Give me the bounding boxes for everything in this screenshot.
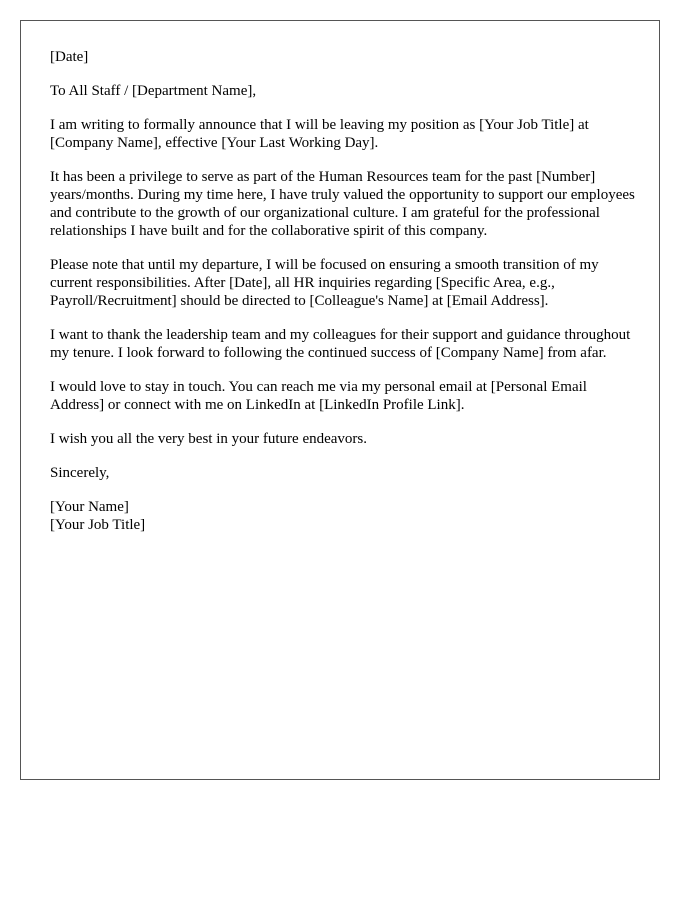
signature-name: [Your Name] xyxy=(50,499,129,515)
letter-paragraph-transition: Please note that until my departure, I will be focused on ensuring a smooth transition of my current responsibilities. After [Date], all HR inquiries regarding [Specific Area, e.g., Payroll/Recruitment] should be directed to [Colleague's Name] at [Email Address]. xyxy=(50,257,599,309)
letter-body xyxy=(50,48,636,534)
letter-paragraph-gratitude: It has been a privilege to serve as part of the Human Resources team for the past [Number] years/months. During my time here, I have truly valued the opportunity to support our employees and contribute to the growth of our organizational culture. I am grateful for the professional relationships I have built and for the collaborative spirit of this company. xyxy=(50,169,635,239)
letter-frame xyxy=(20,20,660,780)
letter-closing: Sincerely, xyxy=(50,465,110,481)
letter-paragraph-wishes: I wish you all the very best in your future endeavors. xyxy=(50,431,367,447)
letter-paragraph-thanks: I want to thank the leadership team and my colleagues for their support and guidance throughout my tenure. I look forward to following the continued success of [Company Name] from afar. xyxy=(50,327,631,361)
letter-paragraph-announcement: I am writing to formally announce that I will be leaving my position as [Your Job Title] at [Company Name], effective [Your Last Working Day]. xyxy=(50,117,589,151)
letter-salutation: To All Staff / [Department Name], xyxy=(50,83,257,99)
signature-title: [Your Job Title] xyxy=(50,517,146,533)
signature-block xyxy=(50,498,636,534)
letter-date: [Date] xyxy=(50,49,89,65)
letter-paragraph-contact: I would love to stay in touch. You can reach me via my personal email at [Personal Email Address] or connect with me on LinkedIn at [LinkedIn Profile Link]. xyxy=(50,379,587,413)
